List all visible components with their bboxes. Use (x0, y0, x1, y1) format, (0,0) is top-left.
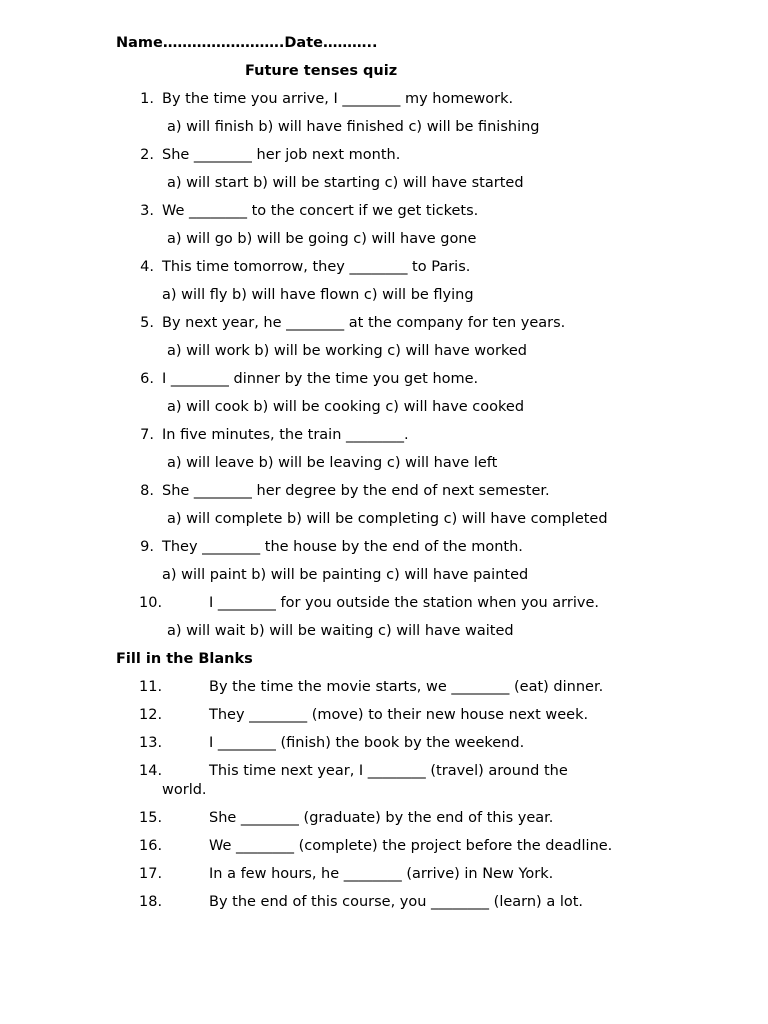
question-number: 13. (139, 735, 163, 751)
section-heading: Fill in the Blanks (116, 651, 253, 667)
answer-options: a) will go b) will be going c) will have gone (167, 231, 477, 247)
question-number: 14. (139, 763, 163, 779)
quiz-title: Future tenses quiz (245, 63, 398, 79)
question-number: 8. (140, 483, 154, 499)
answer-options: a) will paint b) will be painting c) will have painted (162, 567, 529, 583)
question-number: 5. (140, 315, 154, 331)
fill-blank-text: We ________ (complete) the project before the deadline. (209, 838, 613, 854)
fill-blank-text-continued: world. (162, 782, 207, 798)
fill-blank-text: In a few hours, he ________ (arrive) in New York. (209, 866, 554, 882)
name-date-line: Name…………………….Date……….. (116, 35, 378, 51)
question-text: I ________ for you outside the station when you arrive. (209, 595, 599, 611)
answer-options: a) will start b) will be starting c) will have started (167, 175, 524, 191)
question-text: In five minutes, the train ________. (162, 427, 409, 443)
question-number: 12. (139, 707, 163, 723)
question-number: 3. (140, 203, 154, 219)
question-text: I ________ dinner by the time you get home. (162, 371, 479, 387)
question-text: This time tomorrow, they ________ to Paris. (162, 259, 471, 275)
answer-options: a) will work b) will be working c) will have worked (167, 343, 527, 359)
answer-options: a) will fly b) will have flown c) will be flying (162, 287, 474, 303)
answer-options: a) will complete b) will be completing c) will have completed (167, 511, 608, 527)
question-text: By next year, he ________ at the company for ten years. (162, 315, 566, 331)
question-number: 10. (139, 595, 163, 611)
question-number: 2. (140, 147, 154, 163)
fill-blank-text: She ________ (graduate) by the end of this year. (209, 810, 554, 826)
fill-blank-text: They ________ (move) to their new house next week. (209, 707, 589, 723)
fill-blank-text: I ________ (finish) the book by the weekend. (209, 735, 525, 751)
question-number: 4. (140, 259, 154, 275)
fill-blank-text: By the time the movie starts, we ________ (eat) dinner. (209, 679, 604, 695)
question-text: She ________ her degree by the end of next semester. (162, 483, 550, 499)
question-number: 15. (139, 810, 163, 826)
question-text: They ________ the house by the end of the month. (162, 539, 523, 555)
answer-options: a) will cook b) will be cooking c) will have cooked (167, 399, 525, 415)
question-number: 16. (139, 838, 163, 854)
fill-blank-text: This time next year, I ________ (travel) around the (209, 763, 568, 779)
answer-options: a) will wait b) will be waiting c) will have waited (167, 623, 514, 639)
question-number: 9. (140, 539, 154, 555)
question-text: We ________ to the concert if we get tickets. (162, 203, 479, 219)
fill-blank-text: By the end of this course, you ________ (learn) a lot. (209, 894, 584, 910)
question-text: By the time you arrive, I ________ my homework. (162, 91, 514, 107)
question-number: 6. (140, 371, 154, 387)
answer-options: a) will finish b) will have finished c) will be finishing (167, 119, 540, 135)
question-number: 7. (140, 427, 154, 443)
question-text: She ________ her job next month. (162, 147, 401, 163)
question-number: 1. (140, 91, 154, 107)
question-number: 18. (139, 894, 163, 910)
answer-options: a) will leave b) will be leaving c) will have left (167, 455, 498, 471)
question-number: 11. (139, 679, 163, 695)
question-number: 17. (139, 866, 163, 882)
